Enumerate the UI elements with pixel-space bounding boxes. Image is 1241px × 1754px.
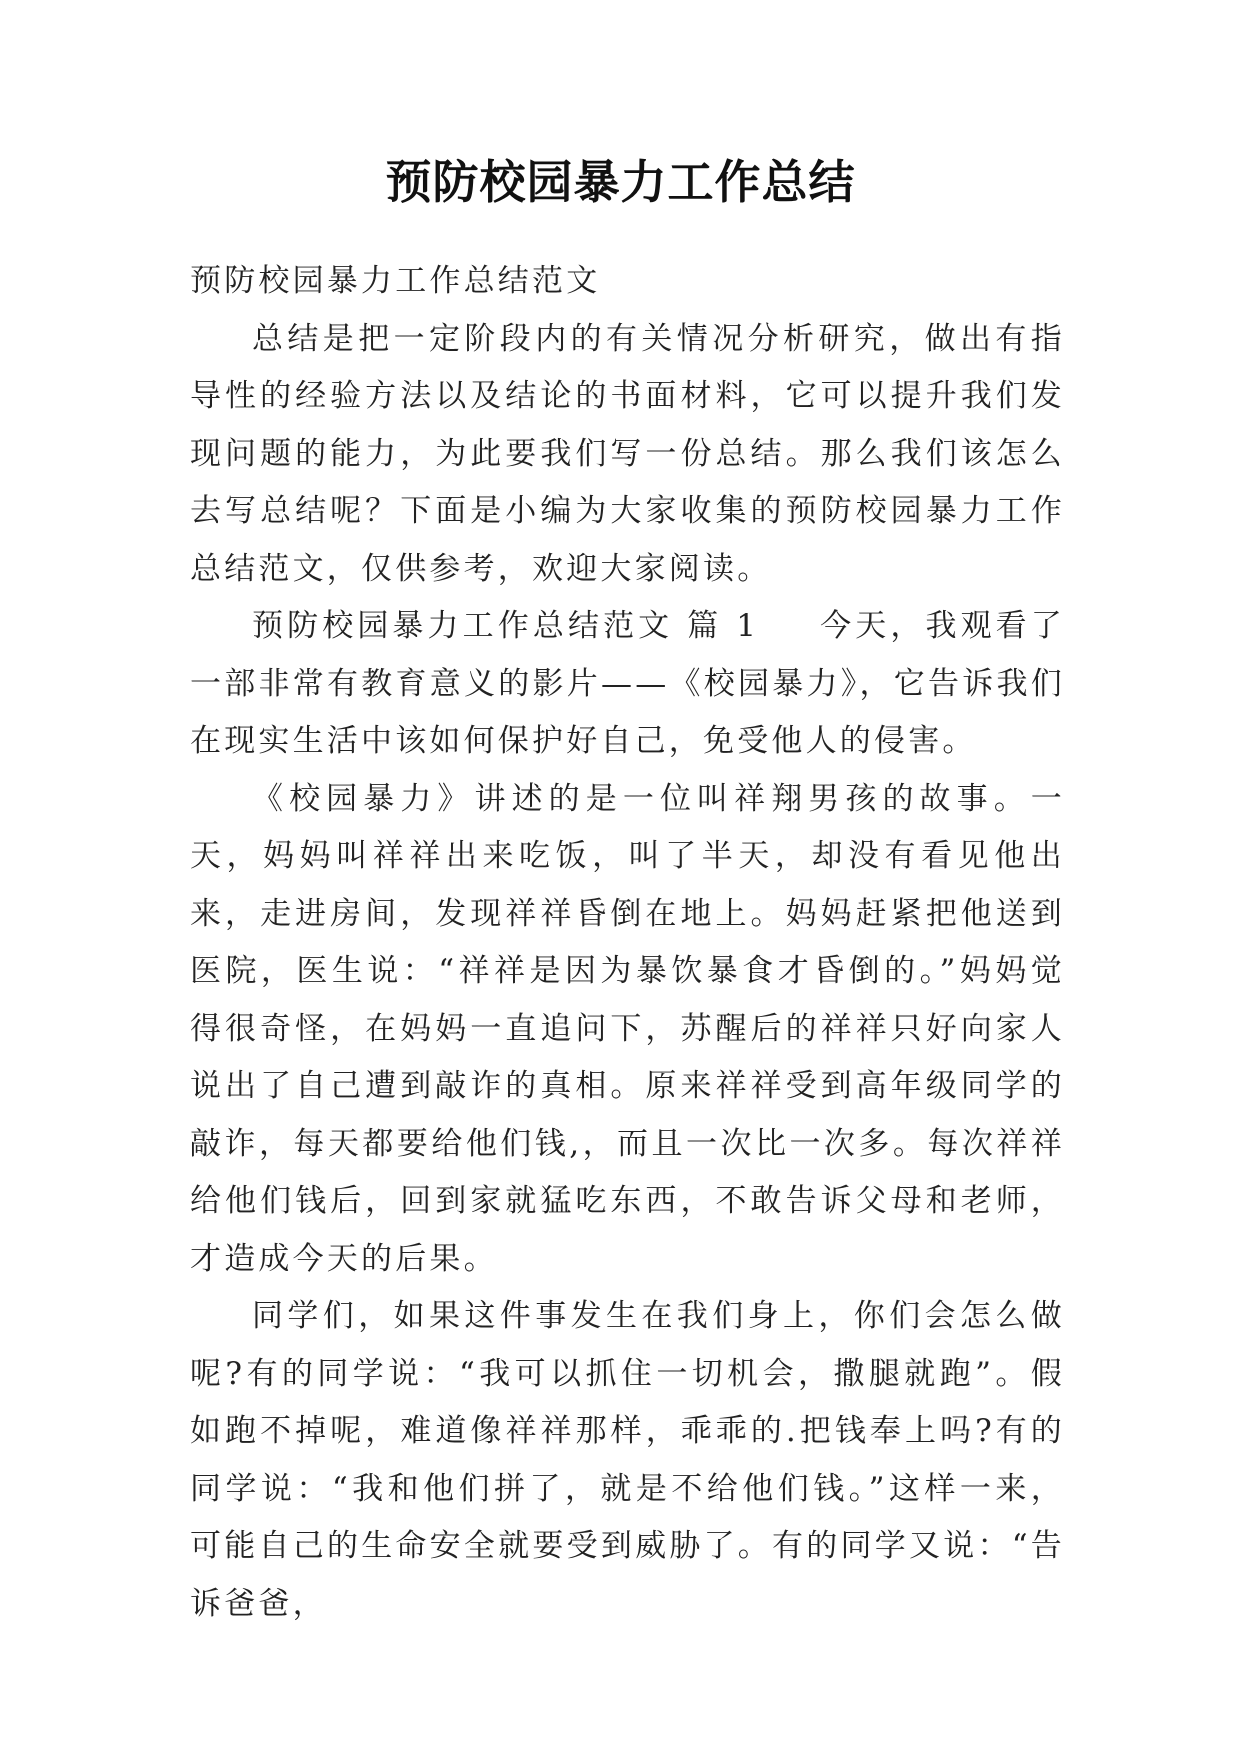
section-heading: 预防校园暴力工作总结范文 篇 1 [252,608,760,644]
document-body [190,253,1065,1633]
paragraph-1-text: 今天，我观看了一部非常有教育意义的影片——《校园暴力》，它告诉我们在现实生活中该如何保护好自己，免受他人的侵害。 [190,608,1065,759]
section-paragraph-1 [190,598,1065,771]
paragraph-3: 同学们，如果这件事发生在我们身上，你们会怎么做呢?有的同学说：“我可以抓住一切机会，撒腿就跑”。假如跑不掉呢，难道像祥祥那样，乖乖的.把钱奉上吗?有的同学说：“我和他们拼了，就是不给他们钱。”这样一来，可能自己的生命安全就要受到威胁了。有的同学又说：“告诉爸爸， [190,1298,1065,1622]
document-title: 预防校园暴力工作总结 [385,155,856,209]
intro-paragraph: 总结是把一定阶段内的有关情况分析研究，做出有指导性的经验方法以及结论的书面材料，它可以提升我们发现问题的能力，为此要我们写一份总结。那么我们该怎么去写总结呢？下面是小编为大家收集的预防校园暴力工作总结范文，仅供参考，欢迎大家阅读。 [190,320,1065,587]
document-subtitle: 预防校园暴力工作总结范文 [190,263,601,299]
paragraph-2: 《校园暴力》讲述的是一位叫祥翔男孩的故事。一天，妈妈叫祥祥出来吃饭，叫了半天，却没有看见他出来，走进房间，发现祥祥昏倒在地上。妈妈赶紧把他送到医院，医生说：“祥祥是因为暴饮暴食才昏倒的。”妈妈觉得很奇怪，在妈妈一直追问下，苏醒后的祥祥只好向家人说出了自己遭到敲诈的真相。原来祥祥受到高年级同学的敲诈，每天都要给他们钱,，而且一次比一次多。每次祥祥给他们钱后，回到家就猛吃东西，不敢告诉父母和老师，才造成今天的后果。 [190,780,1065,1277]
